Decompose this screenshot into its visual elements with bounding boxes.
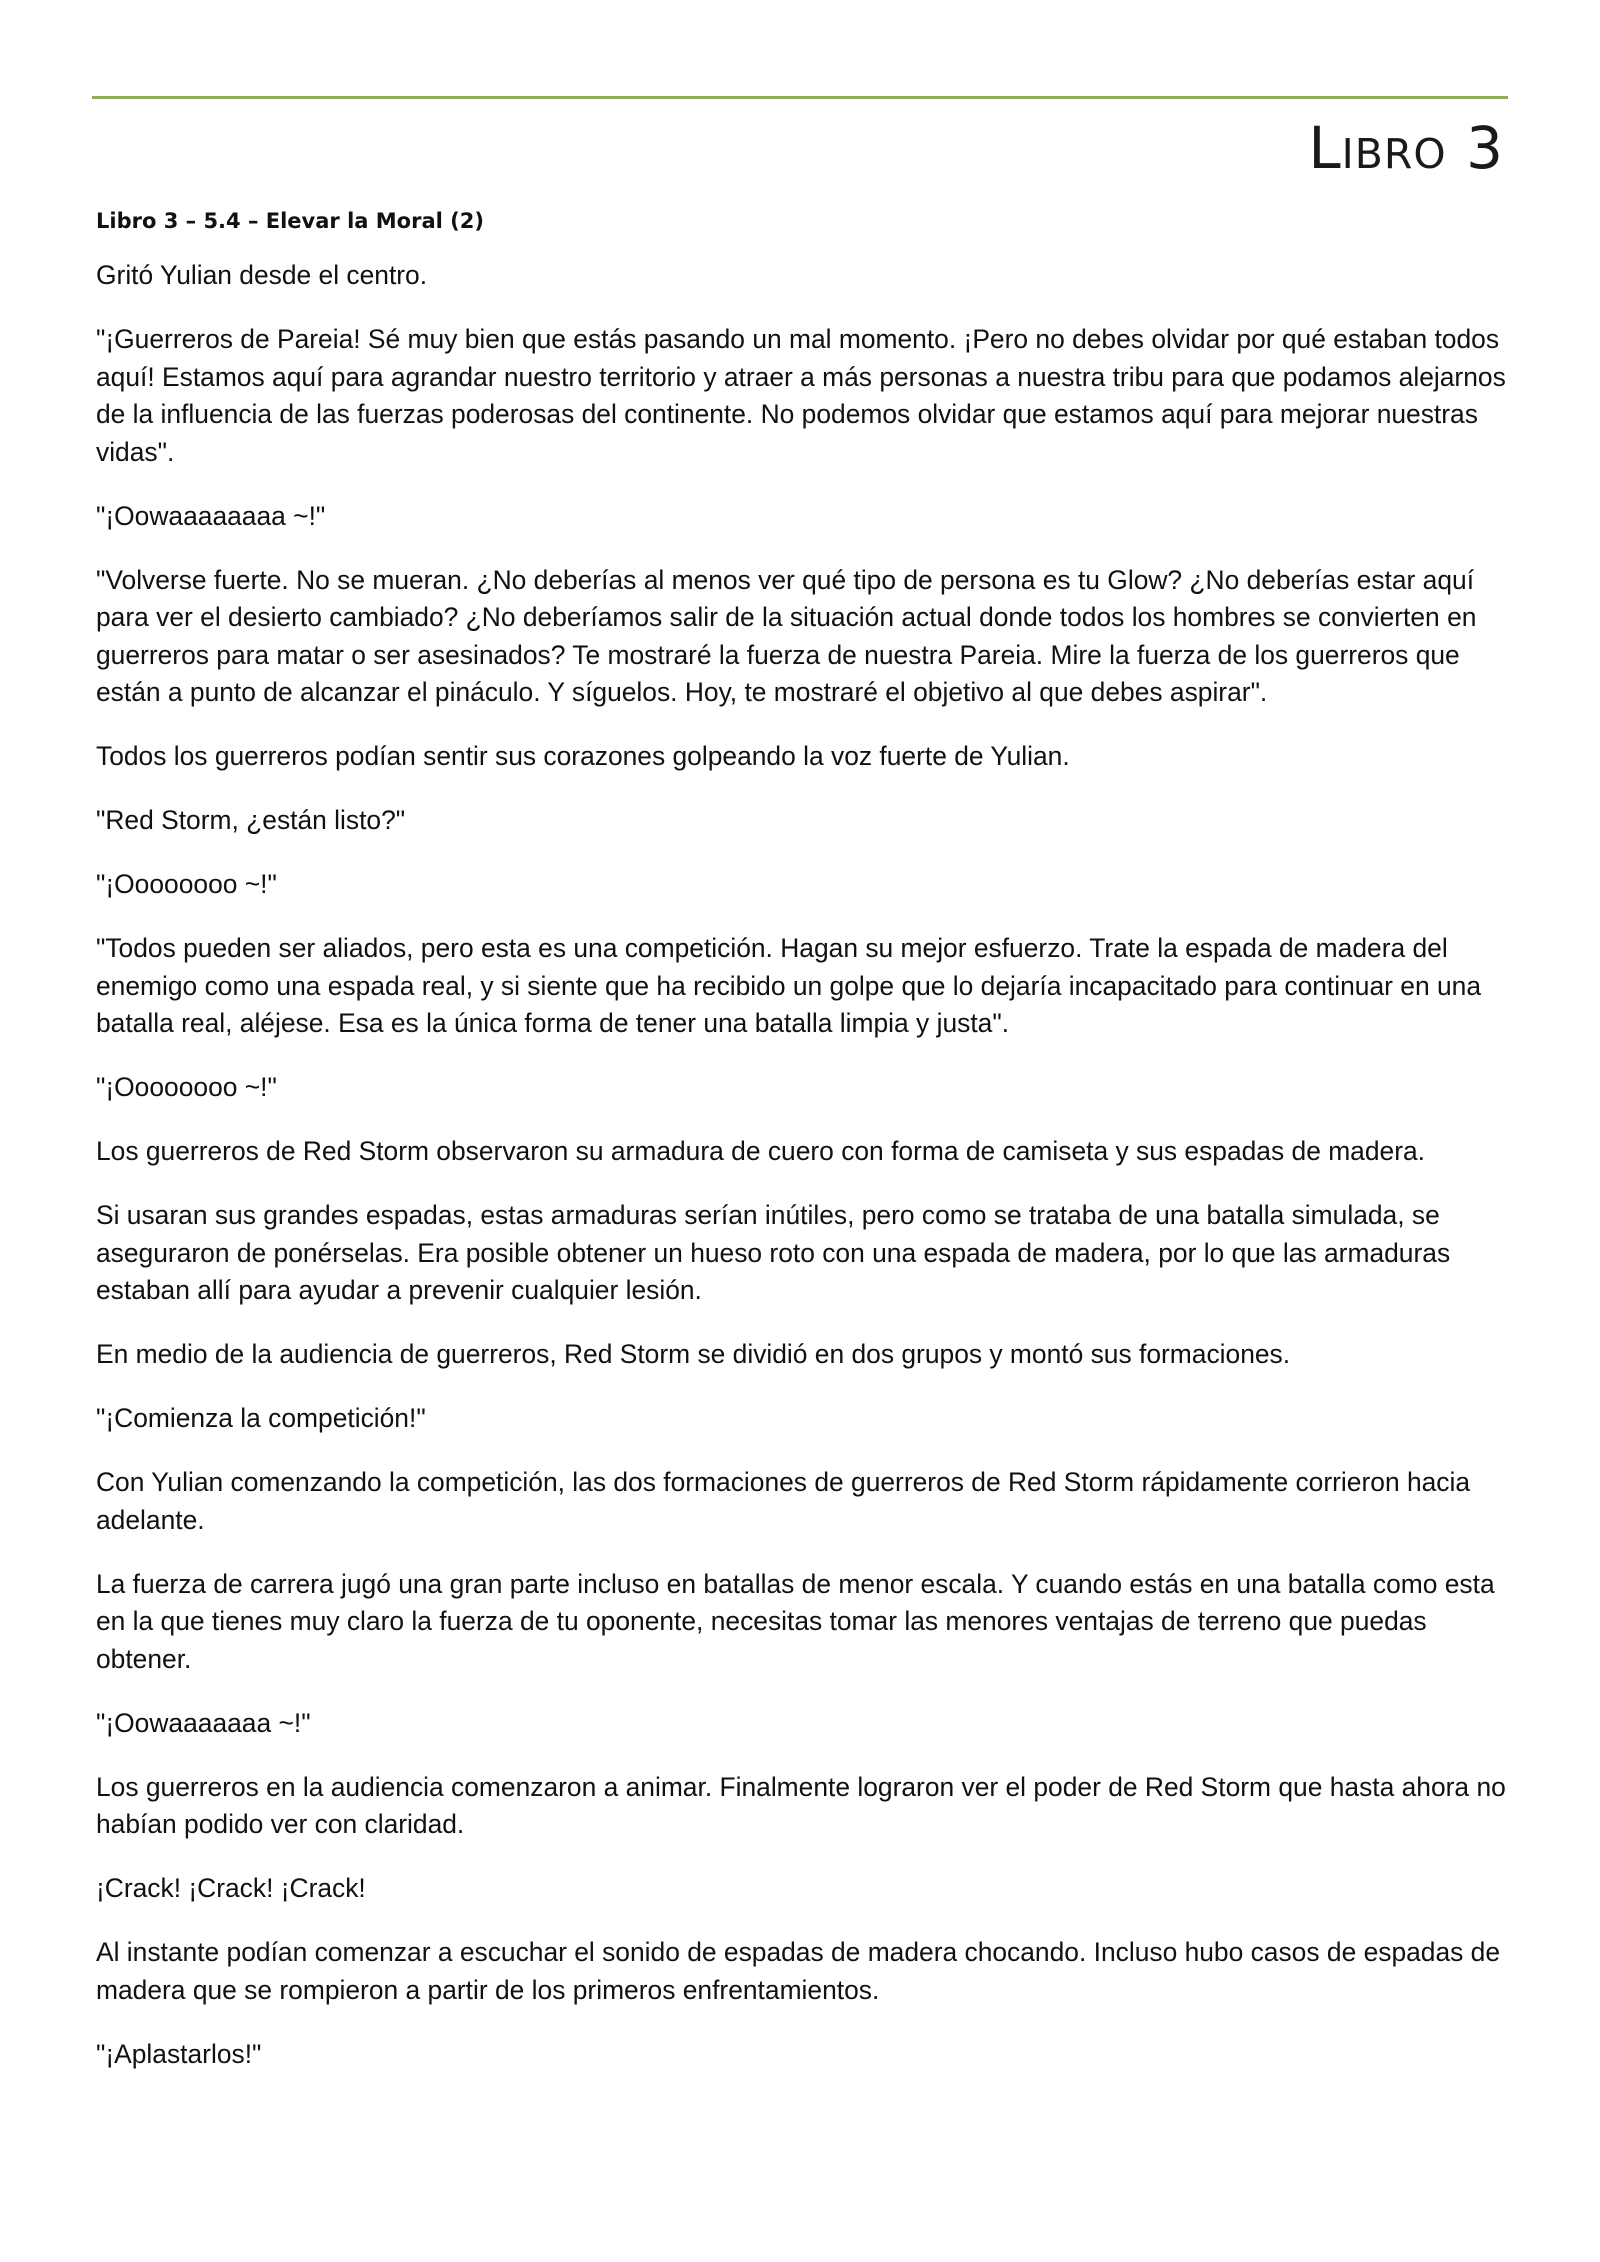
paragraph: Con Yulian comenzando la competición, las dos formaciones de guerreros de Red Storm rápidamente corrieron hacia adelante. (96, 1467, 1471, 1535)
book-title: Libro 3 (1308, 114, 1504, 182)
paragraph: "¡Oooooooo ~!" (96, 1072, 277, 1102)
paragraph: Al instante podían comenzar a escuchar el sonido de espadas de madera chocando. Incluso hubo casos de espadas de madera que se rompieron a partir de los primeros enfrentamientos. (96, 1937, 1501, 2005)
paragraph: En medio de la audiencia de guerreros, Red Storm se dividió en dos grupos y montó sus formaciones. (96, 1339, 1291, 1369)
paragraph: "Todos pueden ser aliados, pero esta es una competición. Hagan su mejor esfuerzo. Trate la espada de madera del enemigo como una espada real, y si siente que ha recibido un golpe que lo dejaría incapacitado para continuar en una batalla real, aléjese. Esa es la única forma de tener una batalla limpia y justa". (96, 933, 1481, 1038)
paragraph: Los guerreros en la audiencia comenzaron a animar. Finalmente lograron ver el poder de Red Storm que hasta ahora no habían podido ver con claridad. (96, 1771, 1506, 1839)
header-rule (92, 96, 1508, 99)
paragraph: "Volverse fuerte. No se mueran. ¿No deberías al menos ver qué tipo de persona es tu Glow? ¿No deberías estar aquí para ver el desierto cambiado? ¿No deberíamos salir de la situación actual donde todos los hombres se convierten en guerreros para matar o ser asesinados? Te mostraré la fuerza de nuestra Pareia. Mire la fuerza de los guerreros que están a punto de alcanzar el pináculo. Y síguelos. Hoy, te mostraré el objetivo al que debes aspirar". (96, 564, 1477, 707)
document-body (96, 206, 1516, 2100)
paragraph: "¡Aplastarlos!" (96, 2038, 262, 2069)
paragraph: Gritó Yulian desde el centro. (96, 260, 428, 290)
paragraph: "¡Comienza la competición!" (96, 1403, 426, 1433)
paragraph: "Red Storm, ¿están listo?" (96, 805, 406, 835)
paragraph: "¡Oowaaaaaaa ~!" (96, 1707, 311, 1738)
chapter-heading: Libro 3 – 5.4 – Elevar la Moral (2) (96, 209, 484, 233)
paragraph: "¡Guerreros de Pareia! Sé muy bien que estás pasando un mal momento. ¡Pero no debes olvidar por qué estaban todos aquí! Estamos aquí para agrandar nuestro territorio y atraer a más personas a nuestra tribu para que podamos alejarnos de la influencia de las fuerzas poderosas del continente. No podemos olvidar que estamos aquí para mejorar nuestras vidas". (96, 324, 1506, 467)
paragraph: Si usaran sus grandes espadas, estas armaduras serían inútiles, pero como se trataba de una batalla simulada, se aseguraron de ponérselas. Era posible obtener un hueso roto con una espada de madera, por lo que las armaduras estaban allí para ayudar a prevenir cualquier lesión. (96, 1200, 1451, 1305)
paragraph: ¡Crack! ¡Crack! ¡Crack! (96, 1873, 366, 1903)
paragraph: "¡Oowaaaaaaaa ~!" (96, 500, 326, 531)
paragraph: Los guerreros de Red Storm observaron su armadura de cuero con forma de camiseta y sus espadas de madera. (96, 1136, 1426, 1166)
paragraph: "¡Oooooooo ~!" (96, 869, 277, 899)
paragraph: Todos los guerreros podían sentir sus corazones golpeando la voz fuerte de Yulian. (96, 741, 1070, 771)
paragraph: La fuerza de carrera jugó una gran parte incluso en batallas de menor escala. Y cuando estás en una batalla como esta en la que tienes muy claro la fuerza de tu oponente, necesitas tomar las menores ventajas de terreno que puedas obtener. (96, 1568, 1495, 1674)
